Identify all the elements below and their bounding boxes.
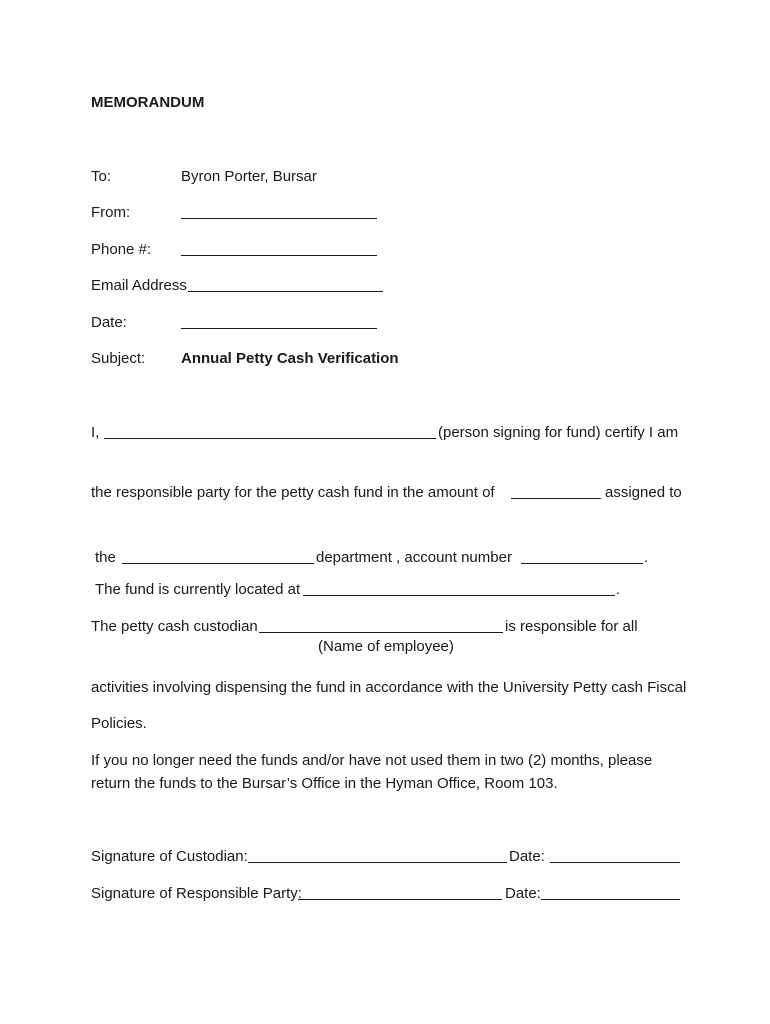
responsible-text: is responsible for all <box>505 618 638 635</box>
return-line-1: If you no longer need the funds and/or have not used them in two (2) months, please <box>91 752 653 769</box>
email-label: Email Address <box>91 277 187 294</box>
from-label: From: <box>91 204 131 221</box>
date-field[interactable] <box>181 314 377 334</box>
custodian-signature-label: Signature of Custodian: <box>91 848 248 865</box>
custodian-date-field[interactable] <box>550 848 680 868</box>
amount-text: the responsible party for the petty cash fund in the amount of <box>91 484 495 501</box>
amount-field[interactable] <box>511 484 601 504</box>
the-prefix: the <box>95 549 116 566</box>
party-signature-label: Signature of Responsible Party: <box>91 885 302 902</box>
custodian-signature-field[interactable] <box>248 848 507 868</box>
phone-label: Phone #: <box>91 241 152 258</box>
certify-suffix: (person signing for fund) certify I am <box>438 424 679 441</box>
party-date-label: Date: <box>505 885 541 902</box>
party-signature-field[interactable] <box>298 885 502 905</box>
custodian-text: The petty cash custodian <box>91 618 258 635</box>
date-label: Date: <box>91 314 127 331</box>
return-line-2: return the funds to the Bursar’s Office in the Hyman Office, Room 103. <box>91 775 558 792</box>
department-field[interactable] <box>122 549 314 569</box>
department-period: . <box>644 549 649 566</box>
name-caption: (Name of employee) <box>318 638 454 655</box>
activities-text: activities involving dispensing the fund in accordance with the University Petty cash Fiscal <box>91 679 687 696</box>
subject-label: Subject: <box>91 350 146 367</box>
email-field[interactable] <box>188 277 383 297</box>
memo-title: MEMORANDUM <box>91 94 205 111</box>
party-date-field[interactable] <box>541 885 680 905</box>
to-value: Byron Porter, Bursar <box>181 168 317 185</box>
location-field[interactable] <box>303 581 615 601</box>
assigned-to-text: assigned to <box>605 484 682 501</box>
to-label: To: <box>91 168 112 185</box>
located-period: . <box>616 581 621 598</box>
policies-text: Policies. <box>91 715 147 732</box>
department-text: department , account number <box>316 549 512 566</box>
subject-value: Annual Petty Cash Verification <box>181 350 399 367</box>
signer-name-field[interactable] <box>104 424 436 444</box>
account-number-field[interactable] <box>521 549 643 569</box>
certify-prefix: I, <box>91 424 100 441</box>
phone-field[interactable] <box>181 241 377 261</box>
custodian-date-label: Date: <box>509 848 545 865</box>
custodian-name-field[interactable] <box>259 618 503 638</box>
located-text: The fund is currently located at <box>95 581 301 598</box>
from-field[interactable] <box>181 204 377 224</box>
